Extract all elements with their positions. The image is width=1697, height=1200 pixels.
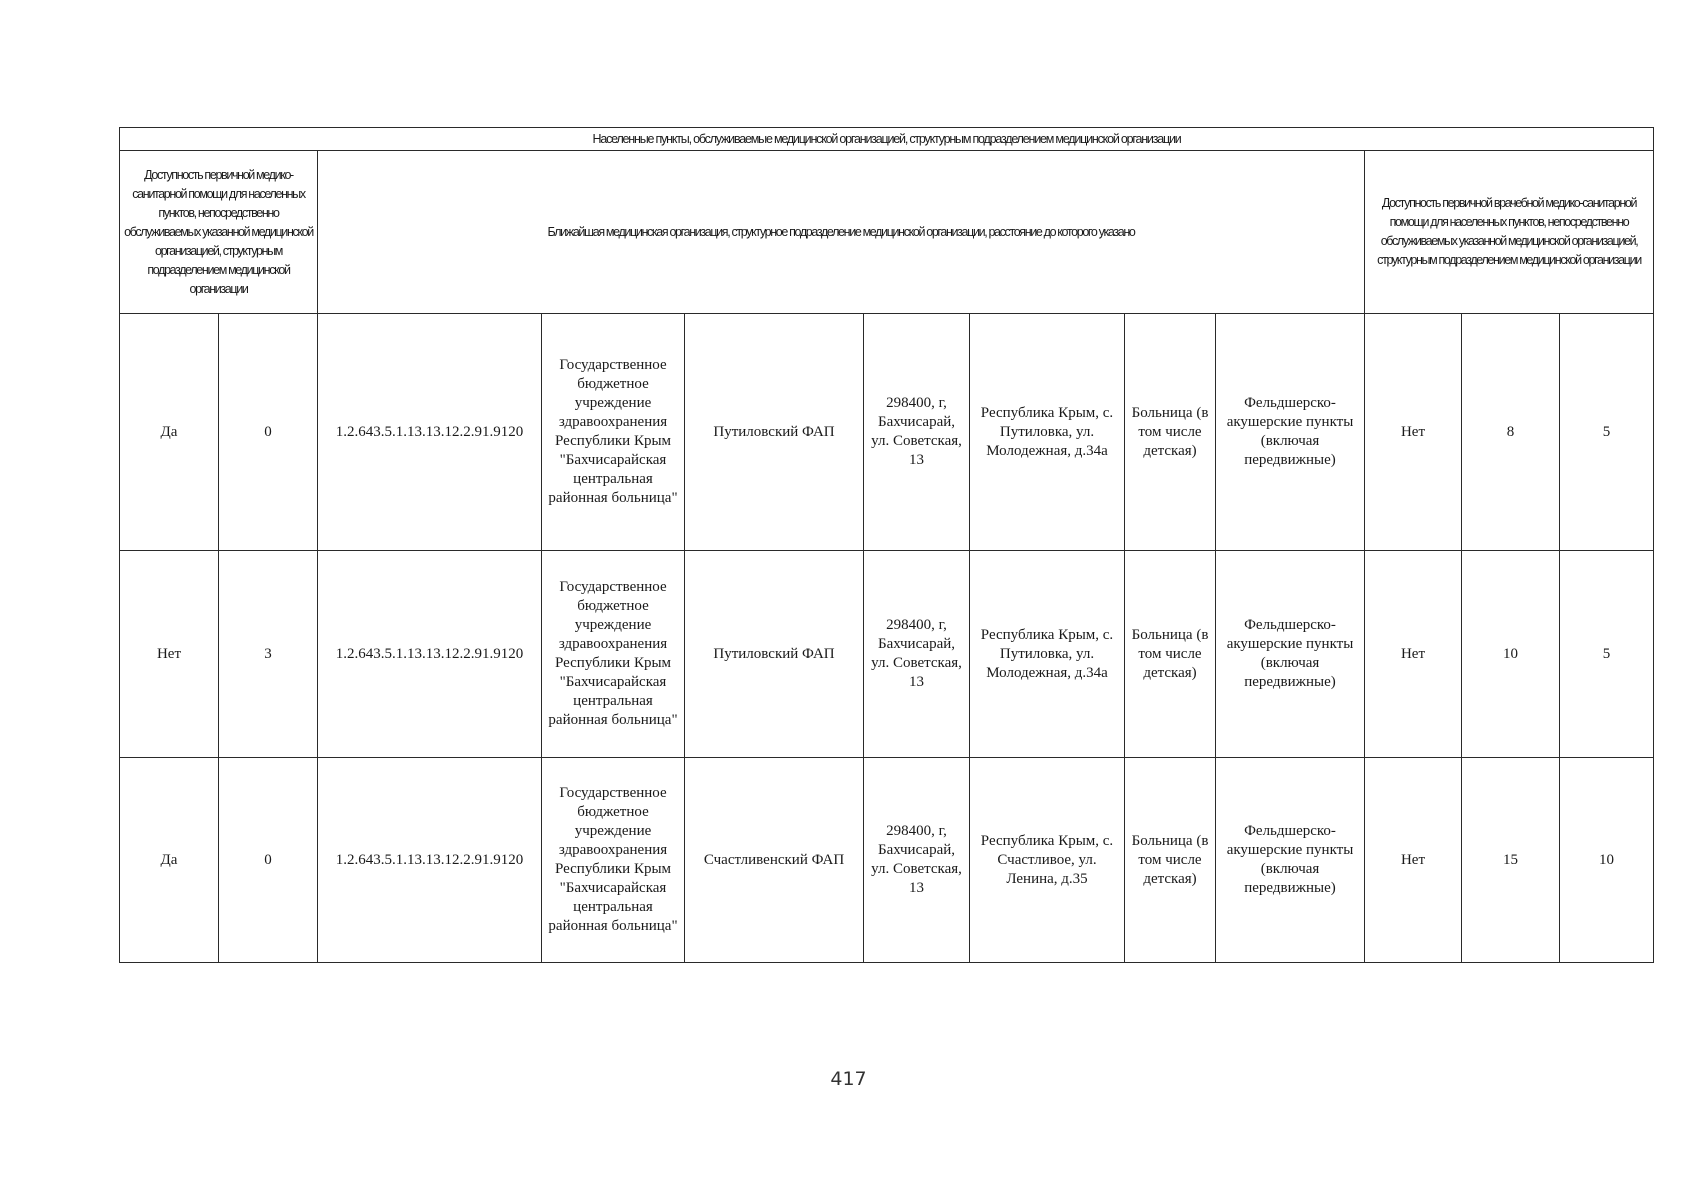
- table-row: [120, 551, 1654, 758]
- cell-oid: 1.2.643.5.1.13.13.12.2.91.9120: [318, 314, 542, 551]
- page-number: 417: [830, 1068, 867, 1090]
- cell-actual-address: Республика Крым, с. Счастливое, ул. Ленина, д.35: [970, 758, 1125, 963]
- cell-col-b: 10: [1560, 758, 1654, 963]
- header-nearest-organization: Ближайшая медицинская организация, структурное подразделение медицинской организации, расстояние до которого указано: [318, 151, 1365, 314]
- cell-unit: Путиловский ФАП: [685, 551, 864, 758]
- cell-organization: Государственное бюджетное учреждение здравоохранения Республики Крым "Бахчисарайская центральная районная больница": [542, 758, 685, 963]
- cell-organization: Государственное бюджетное учреждение здравоохранения Республики Крым "Бахчисарайская центральная районная больница": [542, 314, 685, 551]
- cell-col-a: 10: [1462, 551, 1560, 758]
- table-row: [120, 314, 1654, 551]
- cell-actual-address: Республика Крым, с. Путиловка, ул. Молодежная, д.34а: [970, 551, 1125, 758]
- data-table: [119, 127, 1654, 963]
- cell-oid: 1.2.643.5.1.13.13.12.2.91.9120: [318, 551, 542, 758]
- cell-availability: Нет: [120, 551, 219, 758]
- cell-unit-type: Фельдшерско-акушерские пункты (включая передвижные): [1216, 758, 1365, 963]
- cell-unit-type: Фельдшерско-акушерские пункты (включая передвижные): [1216, 551, 1365, 758]
- cell-unit: Путиловский ФАП: [685, 314, 864, 551]
- header-primary-care-availability: Доступность первичной медико-санитарной помощи для населенных пунктов, непосредственно обслуживаемых указанной медицинской организацией, структурным подразделением медицинской организации: [120, 151, 318, 314]
- cell-doctor-availability: Нет: [1365, 758, 1462, 963]
- cell-org-type: Больница (в том числе детская): [1125, 314, 1216, 551]
- cell-distance: 0: [219, 314, 318, 551]
- cell-col-a: 15: [1462, 758, 1560, 963]
- cell-unit-type: Фельдшерско-акушерские пункты (включая передвижные): [1216, 314, 1365, 551]
- cell-col-b: 5: [1560, 314, 1654, 551]
- table-row: [120, 758, 1654, 963]
- cell-distance: 3: [219, 551, 318, 758]
- cell-legal-address: 298400, г, Бахчисарай, ул. Советская, 13: [864, 551, 970, 758]
- table-title: Населенные пункты, обслуживаемые медицинской организацией, структурным подразделением медицинской организации: [120, 128, 1654, 151]
- cell-legal-address: 298400, г, Бахчисарай, ул. Советская, 13: [864, 758, 970, 963]
- cell-col-a: 8: [1462, 314, 1560, 551]
- cell-col-b: 5: [1560, 551, 1654, 758]
- cell-actual-address: Республика Крым, с. Путиловка, ул. Молодежная, д.34а: [970, 314, 1125, 551]
- cell-availability: Да: [120, 758, 219, 963]
- cell-org-type: Больница (в том числе детская): [1125, 758, 1216, 963]
- cell-oid: 1.2.643.5.1.13.13.12.2.91.9120: [318, 758, 542, 963]
- table-header-row: [120, 151, 1654, 314]
- cell-distance: 0: [219, 758, 318, 963]
- cell-doctor-availability: Нет: [1365, 314, 1462, 551]
- cell-legal-address: 298400, г, Бахчисарай, ул. Советская, 13: [864, 314, 970, 551]
- cell-organization: Государственное бюджетное учреждение здравоохранения Республики Крым "Бахчисарайская центральная районная больница": [542, 551, 685, 758]
- cell-doctor-availability: Нет: [1365, 551, 1462, 758]
- cell-unit: Счастливенский ФАП: [685, 758, 864, 963]
- cell-org-type: Больница (в том числе детская): [1125, 551, 1216, 758]
- header-doctor-care-availability: Доступность первичной врачебной медико-санитарной помощи для населенных пунктов, непосредственно обслуживаемых указанной медицинской организацией, структурным подразделением медицинской организации: [1365, 151, 1654, 314]
- table-title-row: [120, 128, 1654, 151]
- cell-availability: Да: [120, 314, 219, 551]
